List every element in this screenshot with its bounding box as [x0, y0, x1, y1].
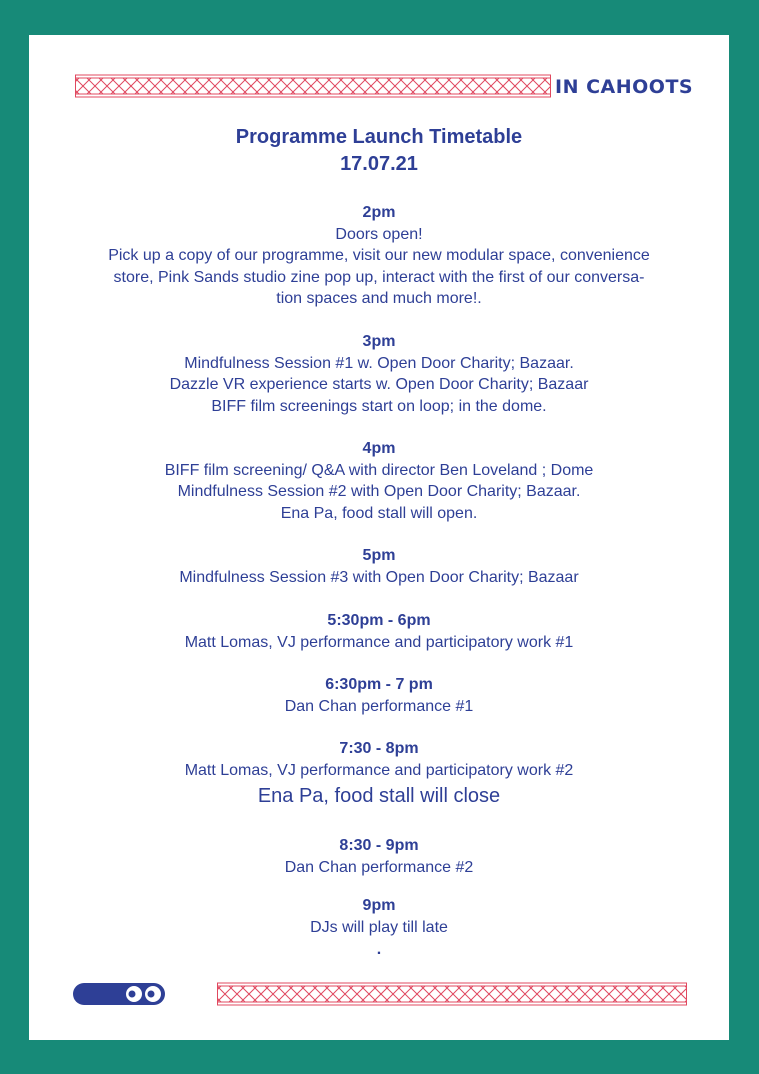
schedule-line: Matt Lomas, VJ performance and participatory work #2: [184, 761, 574, 779]
schedule-line: Ena Pa, food stall will open.: [280, 504, 478, 522]
schedule-block-530pm: [29, 610, 729, 653]
title-line-1: Programme Launch Timetable: [235, 126, 523, 148]
schedule-line: BIFF film screening/ Q&A with director Ben Loveland ; Dome: [164, 461, 594, 479]
title-date: 17.07.21: [340, 153, 418, 175]
schedule-line: store, Pink Sands studio zine pop up, interact with the first of our conversa-: [113, 268, 645, 286]
schedule-line: Mindfulness Session #2 with Open Door Charity; Bazaar.: [177, 483, 581, 500]
schedule-line: Mindfulness Session #3 with Open Door Charity; Bazaar: [179, 568, 579, 586]
schedule-line: Dan Chan performance #2: [284, 858, 474, 876]
schedule-time: 5pm: [362, 547, 396, 564]
schedule-block-630pm: [29, 674, 729, 717]
schedule-time: 2pm: [362, 204, 396, 221]
poster-page: [29, 35, 729, 1040]
schedule-line: Matt Lomas, VJ performance and participatory work #1: [184, 633, 574, 651]
schedule-block-2pm: [29, 202, 729, 310]
schedule-highlight-line: Ena Pa, food stall will close: [257, 785, 501, 807]
schedule-line: Doors open!: [335, 225, 423, 243]
schedule-line: DJs will play till late: [310, 918, 448, 936]
schedule-line: tion spaces and much more!.: [276, 290, 482, 307]
schedule-block-730pm: [29, 738, 729, 811]
schedule-time: 8:30 - 9pm: [339, 837, 419, 854]
schedule-block-4pm: [29, 438, 729, 524]
page-title: [29, 124, 729, 178]
schedule-time: 5:30pm - 6pm: [327, 612, 431, 629]
trailing-dot: .: [376, 941, 382, 958]
schedule-line: Dazzle VR experience starts w. Open Door Charity; Bazaar: [169, 376, 589, 393]
schedule-time: 9pm: [362, 897, 396, 914]
schedule-line: Dan Chan performance #1: [284, 697, 474, 715]
brand-logo: IN CAHOOTS: [555, 76, 694, 98]
schedule-block-9pm: [29, 895, 729, 938]
footer-lattice-pattern: [217, 982, 687, 1006]
schedule-time: 4pm: [362, 440, 396, 457]
schedule-block-3pm: [29, 331, 729, 417]
schedule-block-830pm: [29, 835, 729, 878]
schedule-line: Pick up a copy of our programme, visit our new modular space, convenience: [108, 247, 650, 264]
schedule-line: BIFF film screenings start on loop; in the dome.: [211, 397, 547, 415]
header-lattice-pattern: [75, 74, 551, 98]
schedule-time: 7:30 - 8pm: [339, 740, 419, 757]
eyes-logo-icon: [72, 982, 167, 1006]
schedule-line: Mindfulness Session #1 w. Open Door Charity; Bazaar.: [184, 354, 574, 372]
schedule-time: 3pm: [362, 333, 396, 350]
schedule-time: 6:30pm - 7 pm: [325, 676, 433, 693]
schedule-block-5pm: [29, 545, 729, 588]
